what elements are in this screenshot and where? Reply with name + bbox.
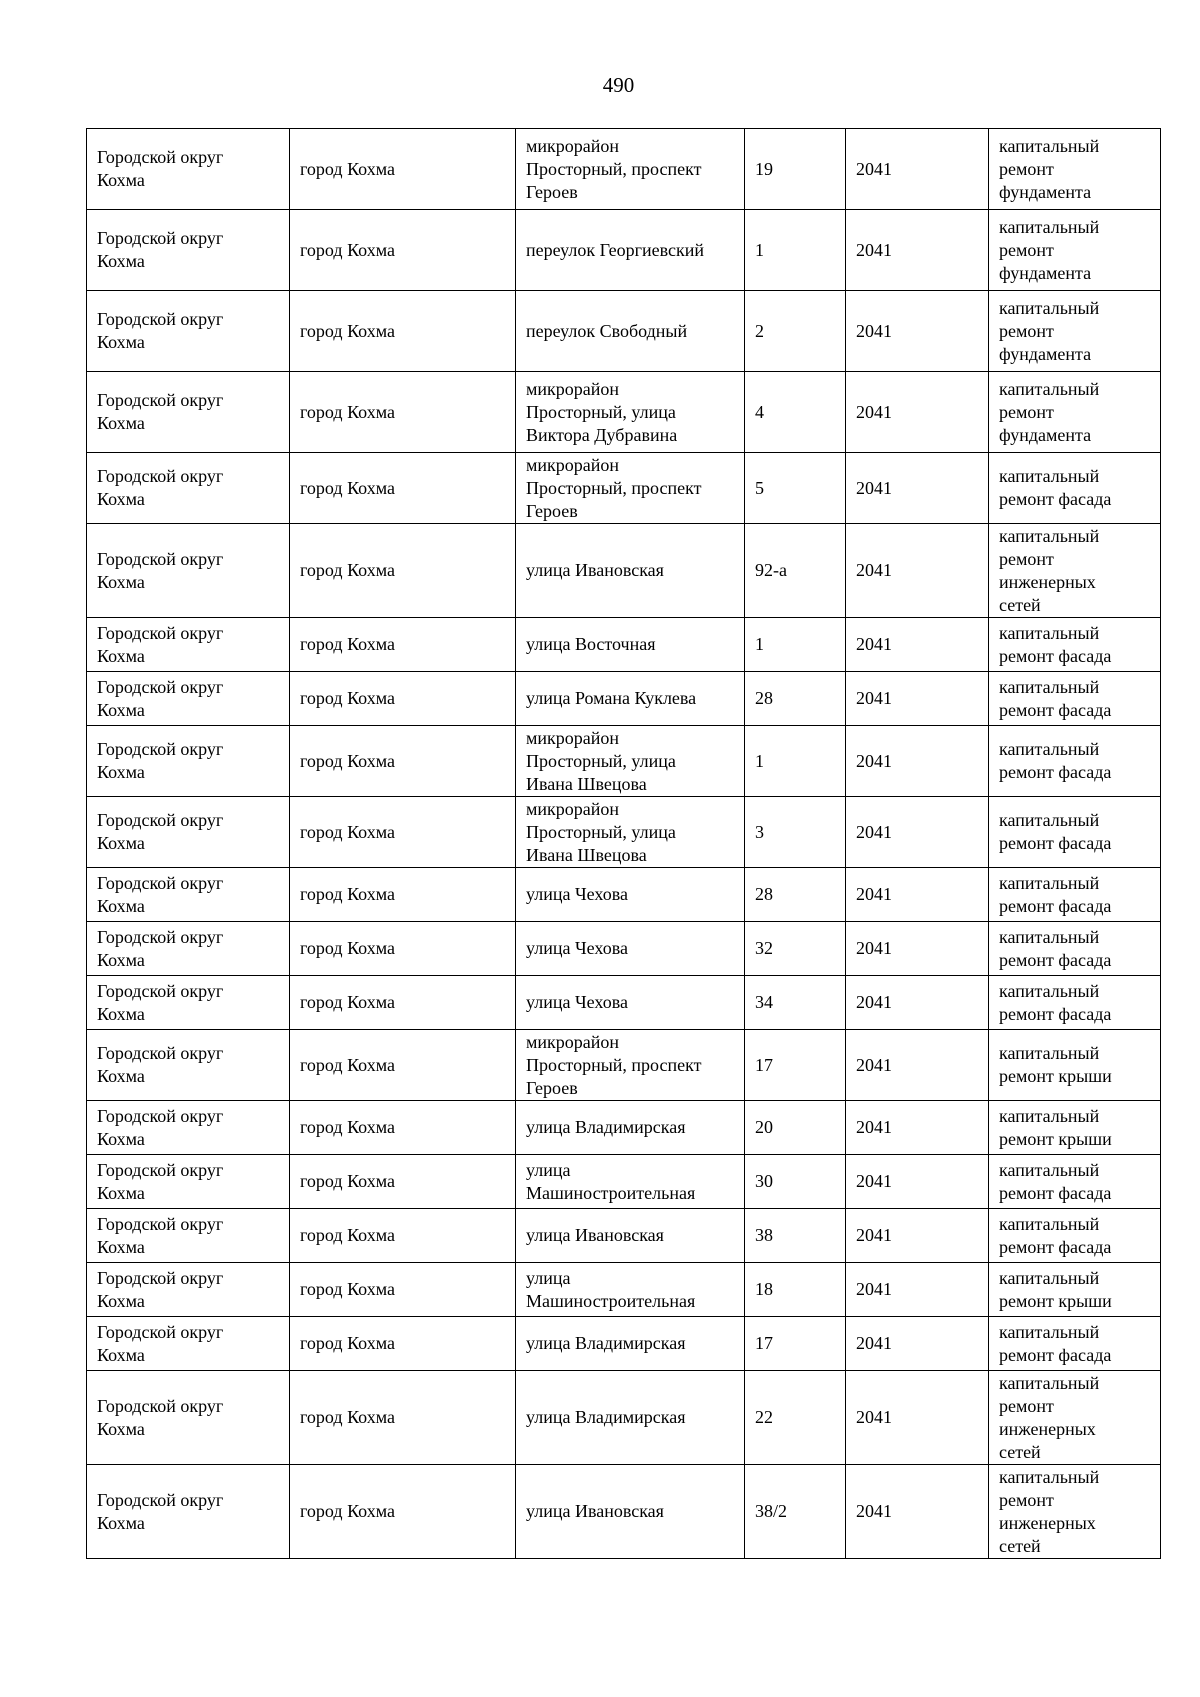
locality-cell (290, 922, 516, 976)
work-type-cell (989, 922, 1161, 976)
locality-cell-text: город Кохма (300, 320, 395, 341)
work-type-cell-text: капитальный ремонт фундамента (999, 135, 1100, 202)
register-table (86, 128, 1161, 1559)
house-number-cell (745, 1209, 846, 1263)
municipality-cell (87, 1263, 290, 1317)
year-cell-text: 2041 (856, 1407, 892, 1427)
year-cell-text: 2041 (856, 1117, 892, 1137)
municipality-cell-text: Городской округ Кохма (97, 390, 224, 433)
table-row (87, 524, 1161, 618)
street-cell-text: улица Чехова (526, 938, 628, 958)
year-cell-text: 2041 (856, 560, 892, 580)
street-cell-text: переулок Георгиевский (526, 239, 705, 260)
street-cell (516, 1263, 745, 1317)
house-number-cell-text: 22 (755, 1407, 773, 1427)
work-type-cell (989, 1317, 1161, 1371)
municipality-cell-text: Городской округ Кохма (97, 810, 224, 853)
locality-cell-text: город Кохма (300, 1279, 395, 1299)
locality-cell-text: город Кохма (300, 401, 395, 422)
street-cell (516, 922, 745, 976)
work-type-cell (989, 618, 1161, 672)
house-number-cell (745, 291, 846, 372)
work-type-cell-text: капитальный ремонт крыши (999, 1267, 1112, 1311)
table-row (87, 453, 1161, 524)
street-cell (516, 1155, 745, 1209)
work-type-cell (989, 291, 1161, 372)
house-number-cell-text: 1 (755, 750, 764, 771)
table-row (87, 1465, 1161, 1559)
work-type-cell-text: капитальный ремонт фасада (999, 926, 1112, 970)
year-cell-text: 2041 (856, 239, 892, 260)
table-row (87, 1030, 1161, 1101)
page-number: 490 (602, 73, 635, 97)
street-cell-text: микрорайон Просторный, улица Ивана Швецова (526, 798, 676, 865)
street-cell (516, 1317, 745, 1371)
street-cell-text: улица Ивановская (526, 1501, 664, 1521)
locality-cell-text: город Кохма (300, 477, 395, 498)
house-number-cell-text: 92-а (755, 560, 787, 580)
street-cell (516, 453, 745, 524)
work-type-cell-text: капитальный ремонт фасада (999, 1213, 1112, 1257)
locality-cell (290, 372, 516, 453)
year-cell-text: 2041 (856, 1333, 892, 1353)
street-cell-text: улица Владимирская (526, 1407, 686, 1427)
street-cell (516, 726, 745, 797)
year-cell (846, 726, 989, 797)
year-cell-text: 2041 (856, 320, 892, 341)
locality-cell-text: город Кохма (300, 1117, 395, 1137)
street-cell (516, 372, 745, 453)
year-cell (846, 291, 989, 372)
house-number-cell-text: 38 (755, 1225, 773, 1245)
house-number-cell (745, 922, 846, 976)
municipality-cell (87, 129, 290, 210)
locality-cell-text: город Кохма (300, 1225, 395, 1245)
year-cell (846, 129, 989, 210)
house-number-cell (745, 129, 846, 210)
work-type-cell (989, 672, 1161, 726)
year-cell (846, 1101, 989, 1155)
house-number-cell (745, 1155, 846, 1209)
year-cell (846, 797, 989, 868)
street-cell (516, 1030, 745, 1101)
street-cell-text: микрорайон Просторный, улица Виктора Дубравина (526, 378, 678, 445)
year-cell-text: 2041 (856, 688, 892, 708)
work-type-cell (989, 868, 1161, 922)
municipality-cell (87, 1465, 290, 1559)
year-cell (846, 868, 989, 922)
house-number-cell-text: 28 (755, 688, 773, 708)
locality-cell (290, 868, 516, 922)
year-cell-text: 2041 (856, 1279, 892, 1299)
municipality-cell (87, 868, 290, 922)
year-cell (846, 524, 989, 618)
year-cell (846, 210, 989, 291)
locality-cell-text: город Кохма (300, 1407, 395, 1427)
street-cell-text: улица Чехова (526, 992, 628, 1012)
year-cell-text: 2041 (856, 750, 892, 771)
locality-cell (290, 672, 516, 726)
municipality-cell (87, 618, 290, 672)
house-number-cell (745, 453, 846, 524)
municipality-cell (87, 797, 290, 868)
work-type-cell-text: капитальный ремонт фасада (999, 872, 1112, 916)
year-cell-text: 2041 (856, 401, 892, 422)
municipality-cell (87, 453, 290, 524)
locality-cell (290, 291, 516, 372)
table-row (87, 868, 1161, 922)
year-cell-text: 2041 (856, 158, 892, 179)
locality-cell-text: город Кохма (300, 884, 395, 904)
street-cell (516, 1101, 745, 1155)
house-number-cell-text: 1 (755, 239, 764, 260)
house-number-cell-text: 5 (755, 477, 764, 498)
work-type-cell (989, 1371, 1161, 1465)
house-number-cell-text: 18 (755, 1279, 773, 1299)
year-cell-text: 2041 (856, 884, 892, 904)
municipality-cell-text: Городской округ Кохма (97, 872, 224, 916)
work-type-cell-text: капитальный ремонт фасада (999, 676, 1112, 720)
year-cell (846, 1155, 989, 1209)
table-row (87, 672, 1161, 726)
house-number-cell-text: 17 (755, 1054, 773, 1075)
street-cell-text: улица Машиностроительная (526, 1267, 696, 1311)
municipality-cell (87, 1317, 290, 1371)
year-cell (846, 1317, 989, 1371)
year-cell (846, 372, 989, 453)
locality-cell (290, 524, 516, 618)
table-row (87, 922, 1161, 976)
table-row (87, 1155, 1161, 1209)
municipality-cell-text: Городской округ Кохма (97, 1267, 224, 1311)
municipality-cell-text: Городской округ Кохма (97, 980, 224, 1024)
street-cell (516, 1465, 745, 1559)
work-type-cell (989, 1209, 1161, 1263)
locality-cell (290, 726, 516, 797)
work-type-cell (989, 1465, 1161, 1559)
work-type-cell (989, 524, 1161, 618)
table-body (87, 129, 1161, 1559)
locality-cell-text: город Кохма (300, 1171, 395, 1191)
house-number-cell-text: 20 (755, 1117, 773, 1137)
street-cell-text: микрорайон Просторный, проспект Героев (526, 1031, 702, 1098)
year-cell-text: 2041 (856, 634, 892, 654)
work-type-cell-text: капитальный ремонт инженерных сетей (999, 1466, 1100, 1556)
street-cell-text: микрорайон Просторный, проспект Героев (526, 135, 702, 202)
house-number-cell-text: 32 (755, 938, 773, 958)
year-cell-text: 2041 (856, 1225, 892, 1245)
work-type-cell-text: капитальный ремонт крыши (999, 1043, 1112, 1086)
house-number-cell (745, 1465, 846, 1559)
municipality-cell (87, 291, 290, 372)
street-cell (516, 618, 745, 672)
year-cell (846, 976, 989, 1030)
municipality-cell-text: Городской округ Кохма (97, 1321, 224, 1365)
house-number-cell (745, 372, 846, 453)
house-number-cell (745, 524, 846, 618)
work-type-cell (989, 453, 1161, 524)
house-number-cell (745, 797, 846, 868)
work-type-cell-text: капитальный ремонт инженерных сетей (999, 1372, 1100, 1462)
street-cell (516, 210, 745, 291)
year-cell (846, 618, 989, 672)
house-number-cell (745, 726, 846, 797)
locality-cell (290, 1155, 516, 1209)
house-number-cell (745, 1101, 846, 1155)
street-cell (516, 976, 745, 1030)
locality-cell-text: город Кохма (300, 750, 395, 771)
table-row (87, 291, 1161, 372)
work-type-cell (989, 129, 1161, 210)
table-row (87, 1209, 1161, 1263)
street-cell (516, 868, 745, 922)
work-type-cell-text: капитальный ремонт фасада (999, 980, 1112, 1024)
municipality-cell-text: Городской округ Кохма (97, 1489, 224, 1533)
house-number-cell (745, 868, 846, 922)
work-type-cell (989, 1155, 1161, 1209)
work-type-cell-text: капитальный ремонт фасада (999, 810, 1112, 853)
house-number-cell-text: 38/2 (755, 1501, 788, 1521)
municipality-cell (87, 976, 290, 1030)
house-number-cell-text: 4 (755, 401, 764, 422)
table-row (87, 1263, 1161, 1317)
municipality-cell-text: Городской округ Кохма (97, 466, 224, 509)
street-cell-text: улица Ивановская (526, 1225, 664, 1245)
municipality-cell-text: Городской округ Кохма (97, 622, 224, 666)
municipality-cell (87, 210, 290, 291)
house-number-cell-text: 28 (755, 884, 773, 904)
municipality-cell-text: Городской округ Кохма (97, 739, 224, 782)
table-row (87, 129, 1161, 210)
house-number-cell-text: 17 (755, 1333, 773, 1353)
house-number-cell (745, 976, 846, 1030)
work-type-cell-text: капитальный ремонт фундамента (999, 216, 1100, 283)
work-type-cell-text: капитальный ремонт инженерных сетей (999, 525, 1100, 615)
locality-cell-text: город Кохма (300, 634, 395, 654)
work-type-cell-text: капитальный ремонт фасада (999, 739, 1112, 782)
house-number-cell (745, 618, 846, 672)
street-cell (516, 672, 745, 726)
work-type-cell (989, 726, 1161, 797)
year-cell-text: 2041 (856, 1501, 892, 1521)
municipality-cell (87, 726, 290, 797)
municipality-cell (87, 1209, 290, 1263)
municipality-cell (87, 672, 290, 726)
locality-cell-text: город Кохма (300, 560, 395, 580)
house-number-cell (745, 1263, 846, 1317)
municipality-cell (87, 1371, 290, 1465)
work-type-cell-text: капитальный ремонт фасада (999, 622, 1112, 666)
street-cell (516, 797, 745, 868)
year-cell-text: 2041 (856, 477, 892, 498)
locality-cell (290, 1317, 516, 1371)
locality-cell-text: город Кохма (300, 239, 395, 260)
street-cell-text: микрорайон Просторный, проспект Героев (526, 454, 702, 521)
house-number-cell-text: 3 (755, 821, 764, 842)
year-cell (846, 1263, 989, 1317)
locality-cell (290, 210, 516, 291)
municipality-cell-text: Городской округ Кохма (97, 548, 224, 592)
year-cell (846, 1030, 989, 1101)
house-number-cell (745, 1371, 846, 1465)
house-number-cell-text: 2 (755, 320, 764, 341)
locality-cell (290, 129, 516, 210)
year-cell (846, 922, 989, 976)
street-cell (516, 524, 745, 618)
year-cell (846, 1209, 989, 1263)
locality-cell (290, 976, 516, 1030)
work-type-cell (989, 1101, 1161, 1155)
table-row (87, 1371, 1161, 1465)
house-number-cell-text: 19 (755, 158, 773, 179)
year-cell-text: 2041 (856, 992, 892, 1012)
locality-cell-text: город Кохма (300, 688, 395, 708)
table-row (87, 618, 1161, 672)
municipality-cell-text: Городской округ Кохма (97, 1043, 224, 1086)
municipality-cell (87, 524, 290, 618)
house-number-cell (745, 672, 846, 726)
locality-cell-text: город Кохма (300, 158, 395, 179)
municipality-cell-text: Городской округ Кохма (97, 228, 224, 271)
municipality-cell-text: Городской округ Кохма (97, 926, 224, 970)
municipality-cell (87, 1155, 290, 1209)
table-row (87, 372, 1161, 453)
work-type-cell (989, 1263, 1161, 1317)
street-cell-text: микрорайон Просторный, улица Ивана Швецова (526, 727, 676, 794)
municipality-cell-text: Городской округ Кохма (97, 1159, 224, 1203)
locality-cell (290, 1030, 516, 1101)
table-row (87, 976, 1161, 1030)
municipality-cell (87, 1101, 290, 1155)
locality-cell (290, 1209, 516, 1263)
year-cell-text: 2041 (856, 1054, 892, 1075)
locality-cell-text: город Кохма (300, 1501, 395, 1521)
work-type-cell (989, 797, 1161, 868)
work-type-cell (989, 1030, 1161, 1101)
year-cell-text: 2041 (856, 938, 892, 958)
locality-cell-text: город Кохма (300, 1054, 395, 1075)
work-type-cell-text: капитальный ремонт фундамента (999, 297, 1100, 364)
house-number-cell-text: 34 (755, 992, 773, 1012)
municipality-cell (87, 372, 290, 453)
year-cell-text: 2041 (856, 1171, 892, 1191)
municipality-cell-text: Городской округ Кохма (97, 676, 224, 720)
year-cell (846, 1371, 989, 1465)
locality-cell (290, 1263, 516, 1317)
house-number-cell (745, 210, 846, 291)
work-type-cell (989, 210, 1161, 291)
street-cell-text: улица Машиностроительная (526, 1159, 696, 1203)
street-cell-text: улица Чехова (526, 884, 628, 904)
municipality-cell-text: Городской округ Кохма (97, 1213, 224, 1257)
street-cell-text: улица Владимирская (526, 1333, 686, 1353)
house-number-cell-text: 30 (755, 1171, 773, 1191)
street-cell (516, 1371, 745, 1465)
street-cell-text: улица Ивановская (526, 560, 664, 580)
locality-cell (290, 453, 516, 524)
municipality-cell (87, 922, 290, 976)
table-row (87, 1317, 1161, 1371)
year-cell (846, 1465, 989, 1559)
table-row (87, 726, 1161, 797)
municipality-cell-text: Городской округ Кохма (97, 1395, 224, 1439)
locality-cell-text: город Кохма (300, 938, 395, 958)
street-cell-text: улица Романа Куклева (526, 688, 697, 708)
year-cell-text: 2041 (856, 821, 892, 842)
table-row (87, 210, 1161, 291)
house-number-cell (745, 1317, 846, 1371)
locality-cell (290, 1465, 516, 1559)
locality-cell (290, 618, 516, 672)
municipality-cell (87, 1030, 290, 1101)
street-cell (516, 129, 745, 210)
house-number-cell (745, 1030, 846, 1101)
municipality-cell-text: Городской округ Кохма (97, 309, 224, 352)
street-cell-text: переулок Свободный (526, 320, 688, 341)
municipality-cell-text: Городской округ Кохма (97, 1105, 224, 1149)
municipality-cell-text: Городской округ Кохма (97, 147, 224, 190)
table-row (87, 797, 1161, 868)
locality-cell-text: город Кохма (300, 821, 395, 842)
work-type-cell (989, 372, 1161, 453)
street-cell (516, 1209, 745, 1263)
year-cell (846, 453, 989, 524)
work-type-cell-text: капитальный ремонт фасада (999, 466, 1112, 509)
table-row (87, 1101, 1161, 1155)
street-cell-text: улица Восточная (526, 634, 656, 654)
work-type-cell (989, 976, 1161, 1030)
house-number-cell-text: 1 (755, 634, 764, 654)
street-cell-text: улица Владимирская (526, 1117, 686, 1137)
work-type-cell-text: капитальный ремонт фасада (999, 1159, 1112, 1203)
locality-cell-text: город Кохма (300, 992, 395, 1012)
work-type-cell-text: капитальный ремонт фундамента (999, 378, 1100, 445)
locality-cell (290, 1101, 516, 1155)
work-type-cell-text: капитальный ремонт крыши (999, 1105, 1112, 1149)
work-type-cell-text: капитальный ремонт фасада (999, 1321, 1112, 1365)
street-cell (516, 291, 745, 372)
locality-cell (290, 797, 516, 868)
year-cell (846, 672, 989, 726)
locality-cell (290, 1371, 516, 1465)
locality-cell-text: город Кохма (300, 1333, 395, 1353)
